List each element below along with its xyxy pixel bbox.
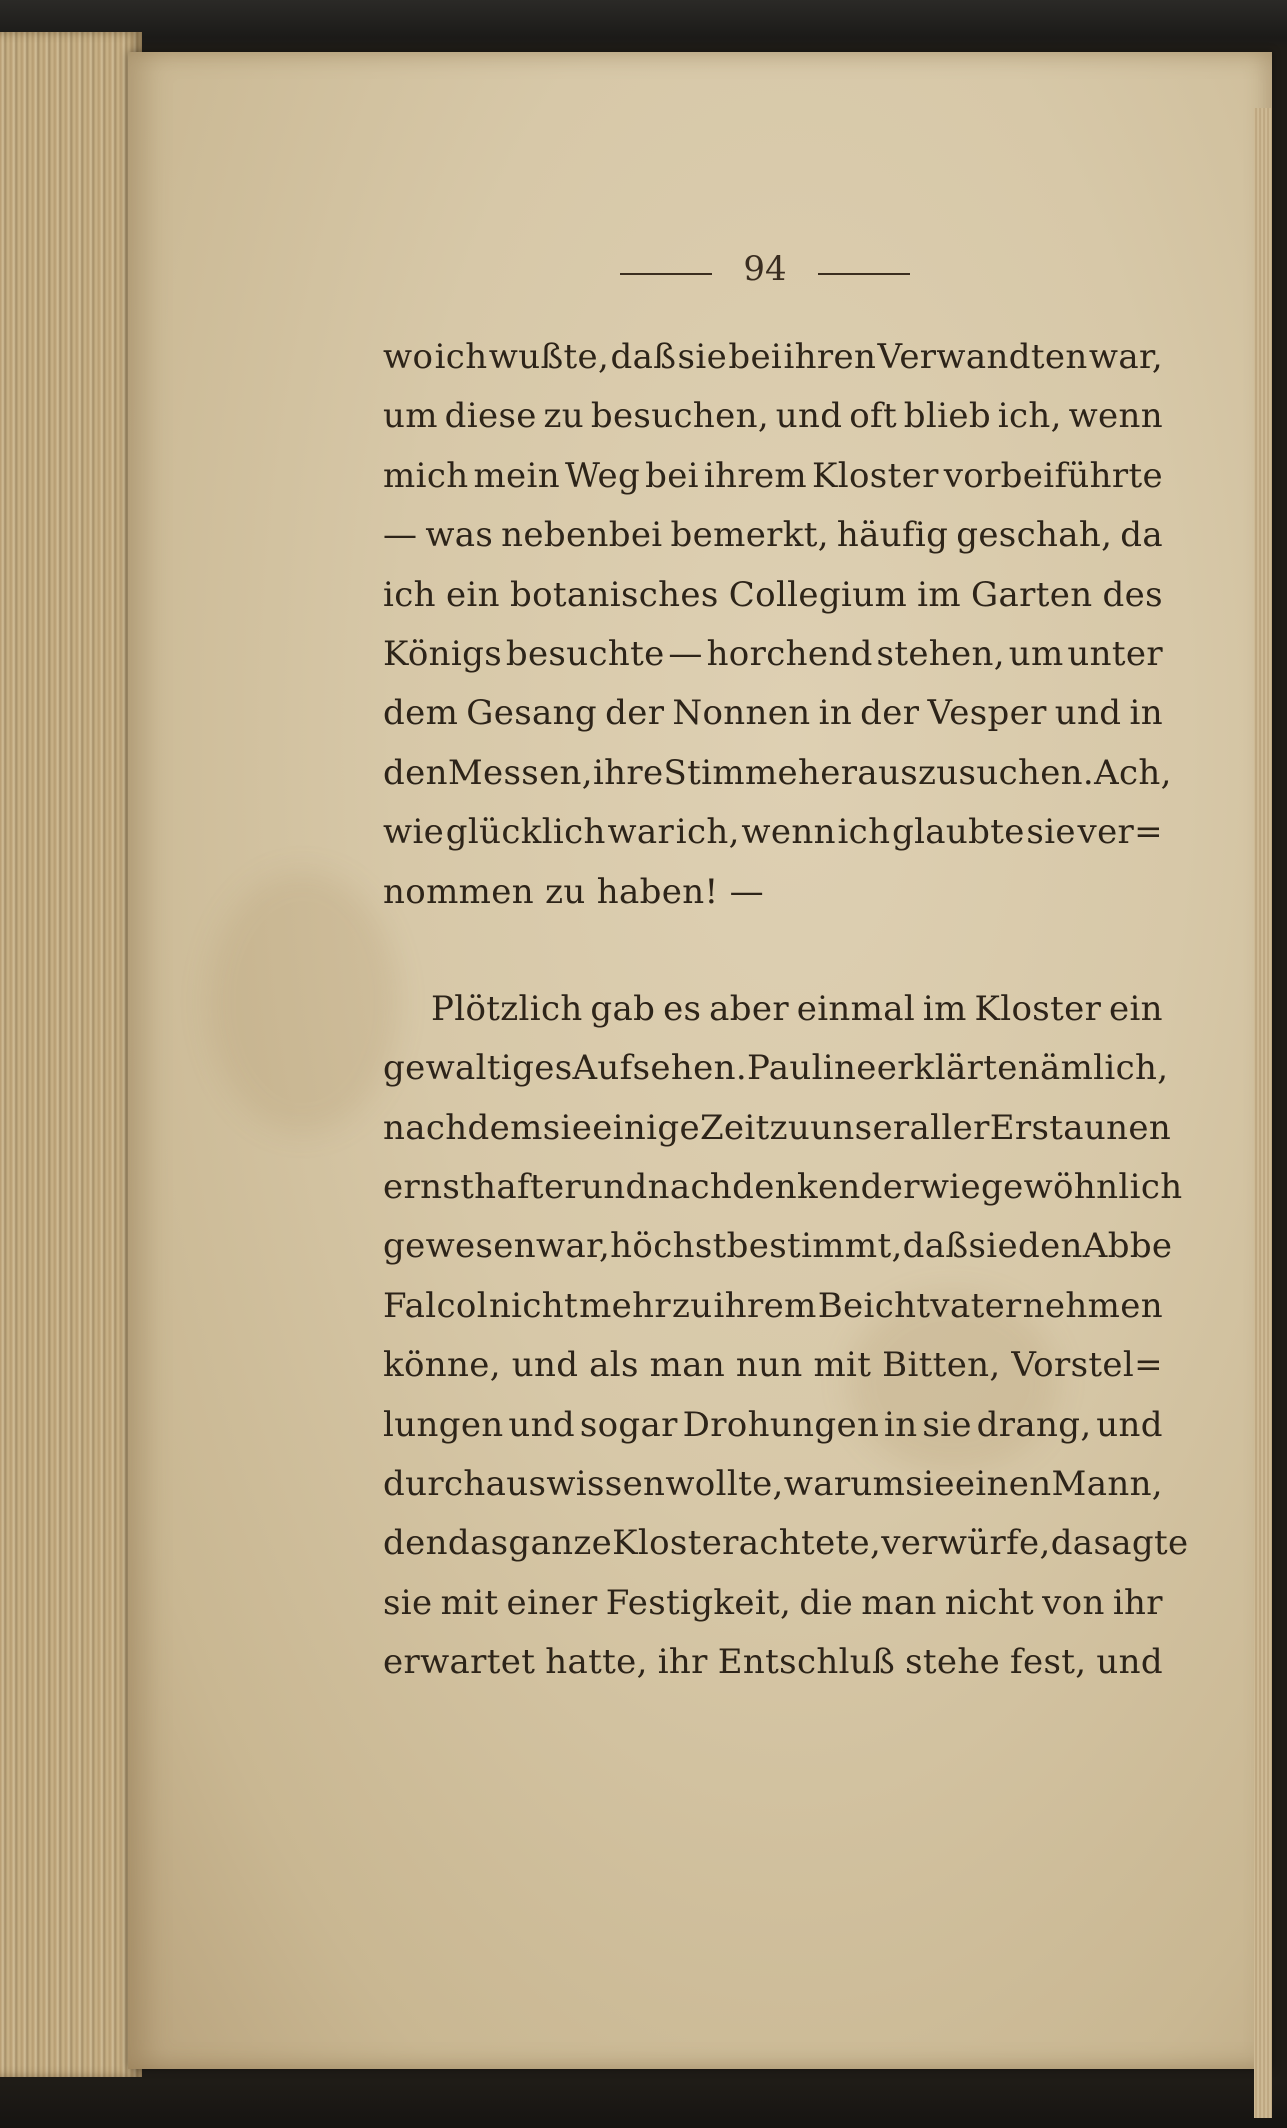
- page-edge-stack: [0, 32, 142, 2077]
- text-line: könne, und als man nun mit Bitten, Vorstel=: [383, 1345, 1163, 1386]
- body-text: [383, 328, 1189, 1693]
- text-line: erwartet hatte, ihr Entschluß stehe fest, und: [383, 1642, 1163, 1683]
- text-line: ernsthafter und nachdenkender wie gewöhnlich: [383, 1167, 1183, 1208]
- text-line: nommen zu haben! —: [383, 871, 765, 912]
- running-head: [610, 245, 920, 295]
- text-line: Königs besuchte — horchend stehen, um unter: [383, 633, 1163, 674]
- page-number: 94: [743, 249, 787, 289]
- text-line: — was nebenbei bemerkt, häufig geschah, da: [383, 515, 1163, 556]
- text-line: den das ganze Kloster achtete, verwürfe, da sagte: [383, 1523, 1189, 1564]
- text-line: wo ich wußte, daß sie bei ihren Verwandten war,: [383, 337, 1163, 377]
- text-line: gewesen war, höchst bestimmt, daß sie den Abbe: [383, 1226, 1173, 1267]
- header-rule-right: [818, 273, 910, 275]
- text-line: durchaus wissen wollte, warum sie einen Mann,: [383, 1464, 1163, 1505]
- fore-edge: [1254, 108, 1272, 2118]
- text-line: wie glücklich war ich, wenn ich glaubte sie ver=: [383, 812, 1163, 853]
- text-line: mich mein Weg bei ihrem Kloster vorbeiführte: [383, 455, 1163, 496]
- text-line: nachdem sie einige Zeit zu unser aller Erstaunen: [383, 1107, 1172, 1148]
- text-line: gewaltiges Aufsehen. Pauline erklärte nämlich,: [383, 1048, 1169, 1089]
- text-line: ich ein botanisches Collegium im Garten des: [383, 574, 1163, 615]
- text-line: sie mit einer Festigkeit, die man nicht von ihr: [383, 1582, 1163, 1623]
- text-line: um diese zu besuchen, und oft blieb ich, wenn: [383, 396, 1163, 437]
- paragraph-gap: [383, 922, 1163, 980]
- text-line: Plötzlich gab es aber einmal im Kloster ein: [431, 988, 1163, 1029]
- text-line: lungen und sogar Drohungen in sie drang, und: [383, 1404, 1163, 1445]
- paper-stain: [208, 872, 398, 1132]
- text-line: Falcol nicht mehr zu ihrem Beichtvater nehmen: [383, 1285, 1163, 1326]
- text-line: den Messen, ihre Stimme herauszusuchen. Ach,: [383, 752, 1172, 793]
- text-line: dem Gesang der Nonnen in der Vesper und in: [383, 693, 1163, 734]
